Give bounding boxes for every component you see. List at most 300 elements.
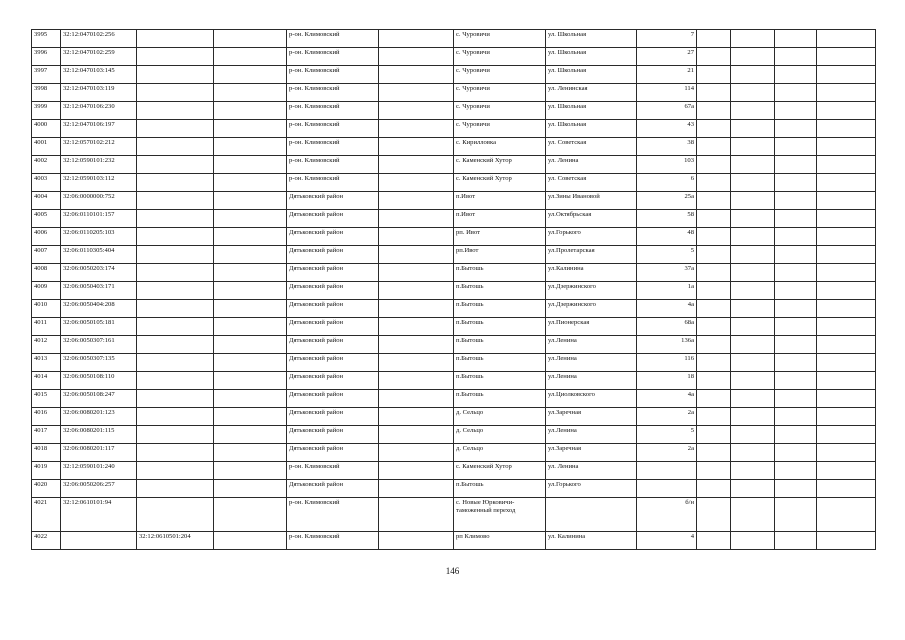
empty-cell (379, 264, 454, 282)
table-body (32, 30, 876, 550)
empty-cell (697, 318, 731, 336)
empty-cell (379, 408, 454, 426)
empty-cell (775, 66, 817, 84)
empty-cell (379, 210, 454, 228)
district: р-он. Климовский (287, 498, 379, 532)
cadastral-number: 32:12:0590101:240 (61, 462, 137, 480)
empty-cell (214, 174, 287, 192)
table-row (32, 444, 876, 462)
locality: с. Каменский Хутор (454, 174, 546, 192)
empty-cell (817, 318, 876, 336)
locality: п.Бытошь (454, 318, 546, 336)
row-number: 4013 (32, 354, 61, 372)
empty-cell (731, 138, 775, 156)
district: Дятьковский район (287, 318, 379, 336)
cadastral-number-alt (137, 48, 214, 66)
empty-cell (817, 372, 876, 390)
locality: с. Чуровичи (454, 30, 546, 48)
cadastral-number-alt (137, 282, 214, 300)
table-row (32, 318, 876, 336)
cadastral-number: 32:06:0050307:135 (61, 354, 137, 372)
locality: п.Ивот (454, 210, 546, 228)
empty-cell (379, 174, 454, 192)
house-number (637, 462, 697, 480)
empty-cell (775, 444, 817, 462)
row-number: 3996 (32, 48, 61, 66)
empty-cell (379, 426, 454, 444)
empty-cell (214, 264, 287, 282)
district: р-он. Климовский (287, 532, 379, 550)
empty-cell (697, 192, 731, 210)
row-number: 4022 (32, 532, 61, 550)
empty-cell (817, 228, 876, 246)
empty-cell (214, 408, 287, 426)
empty-cell (775, 372, 817, 390)
locality: п.Бытошь (454, 300, 546, 318)
cadastral-number: 32:06:0050108:247 (61, 390, 137, 408)
empty-cell (731, 426, 775, 444)
empty-cell (775, 480, 817, 498)
cadastral-number: 32:06:0080201:123 (61, 408, 137, 426)
empty-cell (775, 426, 817, 444)
empty-cell (817, 120, 876, 138)
empty-cell (379, 30, 454, 48)
empty-cell (817, 66, 876, 84)
empty-cell (817, 174, 876, 192)
house-number: 37a (637, 264, 697, 282)
district: р-он. Климовский (287, 462, 379, 480)
cadastral-number-alt (137, 66, 214, 84)
empty-cell (731, 300, 775, 318)
empty-cell (817, 282, 876, 300)
district: р-он. Климовский (287, 138, 379, 156)
empty-cell (697, 210, 731, 228)
district: Дятьковский район (287, 390, 379, 408)
empty-cell (775, 354, 817, 372)
empty-cell (775, 48, 817, 66)
street: ул.Горького (546, 228, 637, 246)
cadastral-number-alt (137, 138, 214, 156)
district: р-он. Климовский (287, 30, 379, 48)
table-row (32, 372, 876, 390)
table-row (32, 156, 876, 174)
empty-cell (817, 84, 876, 102)
empty-cell (214, 192, 287, 210)
district: Дятьковский район (287, 282, 379, 300)
street: ул.Пионерская (546, 318, 637, 336)
locality: п.Бытошь (454, 336, 546, 354)
empty-cell (817, 264, 876, 282)
empty-cell (775, 390, 817, 408)
house-number: 2a (637, 408, 697, 426)
empty-cell (379, 192, 454, 210)
cadastral-number: 32:06:0110101:157 (61, 210, 137, 228)
empty-cell (731, 30, 775, 48)
empty-cell (817, 138, 876, 156)
row-number: 4020 (32, 480, 61, 498)
empty-cell (214, 498, 287, 532)
table-row (32, 498, 876, 532)
empty-cell (817, 462, 876, 480)
locality: д. Сельцо (454, 408, 546, 426)
empty-cell (214, 354, 287, 372)
empty-cell (817, 246, 876, 264)
locality: с. Чуровичи (454, 102, 546, 120)
house-number: 7 (637, 30, 697, 48)
empty-cell (731, 84, 775, 102)
house-number: 48 (637, 228, 697, 246)
cadastral-number: 32:12:0610101:94 (61, 498, 137, 532)
cadastral-number-alt (137, 444, 214, 462)
table-row (32, 336, 876, 354)
house-number: 114 (637, 84, 697, 102)
empty-cell (775, 300, 817, 318)
cadastral-number-alt (137, 426, 214, 444)
cadastral-number-alt (137, 192, 214, 210)
table-row (32, 174, 876, 192)
empty-cell (379, 372, 454, 390)
empty-cell (379, 354, 454, 372)
locality: п.Ивот (454, 192, 546, 210)
house-number: 68a (637, 318, 697, 336)
empty-cell (731, 120, 775, 138)
locality: п.Бытошь (454, 264, 546, 282)
empty-cell (775, 246, 817, 264)
cadastral-number-alt (137, 462, 214, 480)
cadastral-number: 32:06:0050206:257 (61, 480, 137, 498)
table-row (32, 48, 876, 66)
empty-cell (697, 30, 731, 48)
cadastral-number: 32:12:0470103:119 (61, 84, 137, 102)
house-number: 25a (637, 192, 697, 210)
row-number: 4012 (32, 336, 61, 354)
empty-cell (697, 390, 731, 408)
house-number: 21 (637, 66, 697, 84)
empty-cell (731, 210, 775, 228)
empty-cell (817, 300, 876, 318)
empty-cell (697, 532, 731, 550)
cadastral-number: 32:06:0050307:161 (61, 336, 137, 354)
empty-cell (697, 372, 731, 390)
empty-cell (731, 354, 775, 372)
locality: рп.Ивот (454, 246, 546, 264)
empty-cell (214, 66, 287, 84)
empty-cell (214, 372, 287, 390)
empty-cell (817, 192, 876, 210)
page-number: 146 (445, 566, 460, 576)
empty-cell (379, 84, 454, 102)
district: Дятьковский район (287, 408, 379, 426)
row-number: 4019 (32, 462, 61, 480)
cadastral-number: 32:12:0470106:197 (61, 120, 137, 138)
row-number: 3998 (32, 84, 61, 102)
cadastral-number: 32:06:0080201:115 (61, 426, 137, 444)
cadastral-number-alt (137, 30, 214, 48)
empty-cell (775, 264, 817, 282)
table-row (32, 300, 876, 318)
empty-cell (214, 138, 287, 156)
empty-cell (214, 120, 287, 138)
row-number: 4007 (32, 246, 61, 264)
empty-cell (379, 390, 454, 408)
empty-cell (214, 480, 287, 498)
row-number: 4009 (32, 282, 61, 300)
empty-cell (379, 444, 454, 462)
empty-cell (697, 444, 731, 462)
street: ул.Заречная (546, 444, 637, 462)
house-number: 2a (637, 444, 697, 462)
house-number (637, 480, 697, 498)
district: Дятьковский район (287, 480, 379, 498)
empty-cell (817, 480, 876, 498)
table-row (32, 426, 876, 444)
cadastral-number: 32:06:0110205:103 (61, 228, 137, 246)
district: Дятьковский район (287, 210, 379, 228)
cadastral-number: 32:06:0050105:181 (61, 318, 137, 336)
district: Дятьковский район (287, 444, 379, 462)
empty-cell (731, 102, 775, 120)
empty-cell (697, 228, 731, 246)
cadastral-number: 32:12:0590101:232 (61, 156, 137, 174)
empty-cell (379, 66, 454, 84)
empty-cell (214, 228, 287, 246)
cadastral-number-alt (137, 156, 214, 174)
empty-cell (697, 480, 731, 498)
street: ул. Школьная (546, 66, 637, 84)
empty-cell (817, 48, 876, 66)
district: Дятьковский район (287, 228, 379, 246)
cadastral-number-alt (137, 246, 214, 264)
row-number: 4004 (32, 192, 61, 210)
locality: п.Бытошь (454, 390, 546, 408)
empty-cell (214, 532, 287, 550)
empty-cell (697, 282, 731, 300)
house-number: 116 (637, 354, 697, 372)
table-row (32, 192, 876, 210)
row-number: 4006 (32, 228, 61, 246)
street: ул. Ленинская (546, 84, 637, 102)
empty-cell (697, 300, 731, 318)
empty-cell (214, 426, 287, 444)
row-number: 3997 (32, 66, 61, 84)
locality: п.Бытошь (454, 372, 546, 390)
cadastral-number (61, 532, 137, 550)
empty-cell (697, 102, 731, 120)
empty-cell (775, 282, 817, 300)
house-number: 27 (637, 48, 697, 66)
empty-cell (697, 138, 731, 156)
empty-cell (817, 444, 876, 462)
empty-cell (817, 390, 876, 408)
cadastral-number-alt (137, 480, 214, 498)
cadastral-number-alt (137, 336, 214, 354)
empty-cell (775, 192, 817, 210)
empty-cell (697, 336, 731, 354)
empty-cell (379, 228, 454, 246)
empty-cell (379, 336, 454, 354)
empty-cell (731, 336, 775, 354)
street: ул. Школьная (546, 102, 637, 120)
empty-cell (214, 102, 287, 120)
table-row (32, 390, 876, 408)
empty-cell (775, 408, 817, 426)
district: Дятьковский район (287, 354, 379, 372)
street: ул.Октябрьская (546, 210, 637, 228)
empty-cell (379, 246, 454, 264)
cadastral-number: 32:12:0570102:212 (61, 138, 137, 156)
empty-cell (775, 30, 817, 48)
cadastral-number-alt: 32:12:0610501:204 (137, 532, 214, 550)
row-number: 4014 (32, 372, 61, 390)
table-row (32, 246, 876, 264)
empty-cell (775, 156, 817, 174)
locality: д. Сельцо (454, 426, 546, 444)
locality: с. Кирилловка (454, 138, 546, 156)
house-number: 5 (637, 246, 697, 264)
cadastral-number-alt (137, 498, 214, 532)
empty-cell (697, 246, 731, 264)
empty-cell (697, 426, 731, 444)
district: Дятьковский район (287, 192, 379, 210)
table-row (32, 120, 876, 138)
street: ул.Ленина (546, 426, 637, 444)
empty-cell (731, 444, 775, 462)
empty-cell (214, 282, 287, 300)
empty-cell (214, 336, 287, 354)
cadastral-number: 32:12:0470102:259 (61, 48, 137, 66)
table-row (32, 264, 876, 282)
empty-cell (731, 156, 775, 174)
district: Дятьковский район (287, 300, 379, 318)
empty-cell (775, 120, 817, 138)
cadastral-number-alt (137, 372, 214, 390)
empty-cell (731, 390, 775, 408)
locality: с. Каменский Хутор (454, 462, 546, 480)
empty-cell (379, 480, 454, 498)
table-row (32, 102, 876, 120)
empty-cell (775, 102, 817, 120)
house-number: б/н (637, 498, 697, 532)
empty-cell (731, 66, 775, 84)
register-table (31, 29, 876, 550)
row-number: 3999 (32, 102, 61, 120)
row-number: 4000 (32, 120, 61, 138)
cadastral-number: 32:06:0050203:174 (61, 264, 137, 282)
street: ул. Советская (546, 174, 637, 192)
locality: с. Чуровичи (454, 48, 546, 66)
empty-cell (817, 30, 876, 48)
cadastral-number-alt (137, 354, 214, 372)
district: р-он. Климовский (287, 66, 379, 84)
cadastral-number: 32:12:0470103:145 (61, 66, 137, 84)
cadastral-number-alt (137, 264, 214, 282)
empty-cell (379, 156, 454, 174)
empty-cell (697, 498, 731, 532)
district: Дятьковский район (287, 336, 379, 354)
empty-cell (731, 174, 775, 192)
locality: рп. Ивот (454, 228, 546, 246)
house-number: 6 (637, 174, 697, 192)
street (546, 498, 637, 532)
house-number: 38 (637, 138, 697, 156)
empty-cell (379, 120, 454, 138)
table-row (32, 282, 876, 300)
empty-cell (697, 354, 731, 372)
empty-cell (697, 84, 731, 102)
locality: п.Бытошь (454, 354, 546, 372)
row-number: 4017 (32, 426, 61, 444)
district: р-он. Климовский (287, 48, 379, 66)
street: ул.Пролетарская (546, 246, 637, 264)
empty-cell (697, 174, 731, 192)
locality: с. Чуровичи (454, 84, 546, 102)
empty-cell (731, 48, 775, 66)
empty-cell (697, 66, 731, 84)
table-row (32, 84, 876, 102)
row-number: 4016 (32, 408, 61, 426)
empty-cell (817, 336, 876, 354)
empty-cell (214, 300, 287, 318)
empty-cell (214, 246, 287, 264)
table-row (32, 462, 876, 480)
empty-cell (731, 264, 775, 282)
locality: п.Бытошь (454, 282, 546, 300)
district: Дятьковский район (287, 246, 379, 264)
empty-cell (817, 354, 876, 372)
cadastral-number-alt (137, 210, 214, 228)
district: Дятьковский район (287, 372, 379, 390)
row-number: 3995 (32, 30, 61, 48)
street: ул. Школьная (546, 48, 637, 66)
empty-cell (817, 426, 876, 444)
cadastral-number: 32:06:0000000:752 (61, 192, 137, 210)
district: р-он. Климовский (287, 102, 379, 120)
empty-cell (731, 532, 775, 550)
empty-cell (379, 138, 454, 156)
empty-cell (731, 318, 775, 336)
empty-cell (817, 156, 876, 174)
district: Дятьковский район (287, 264, 379, 282)
row-number: 4008 (32, 264, 61, 282)
street: ул.Циолковского (546, 390, 637, 408)
district: р-он. Климовский (287, 84, 379, 102)
district: р-он. Климовский (287, 156, 379, 174)
empty-cell (775, 138, 817, 156)
cadastral-number: 32:06:0050403:171 (61, 282, 137, 300)
house-number: 4 (637, 532, 697, 550)
empty-cell (214, 318, 287, 336)
table-row (32, 210, 876, 228)
street: ул. Калинина (546, 532, 637, 550)
empty-cell (697, 156, 731, 174)
empty-cell (775, 228, 817, 246)
street: ул. Школьная (546, 30, 637, 48)
street: ул. Школьная (546, 120, 637, 138)
empty-cell (214, 30, 287, 48)
empty-cell (731, 246, 775, 264)
row-number: 4011 (32, 318, 61, 336)
locality: рп Климово (454, 532, 546, 550)
empty-cell (697, 48, 731, 66)
empty-cell (731, 408, 775, 426)
empty-cell (697, 462, 731, 480)
house-number: 5 (637, 426, 697, 444)
cadastral-number-alt (137, 120, 214, 138)
house-number: 103 (637, 156, 697, 174)
house-number: 43 (637, 120, 697, 138)
street: ул.Ленина (546, 336, 637, 354)
table-row (32, 354, 876, 372)
